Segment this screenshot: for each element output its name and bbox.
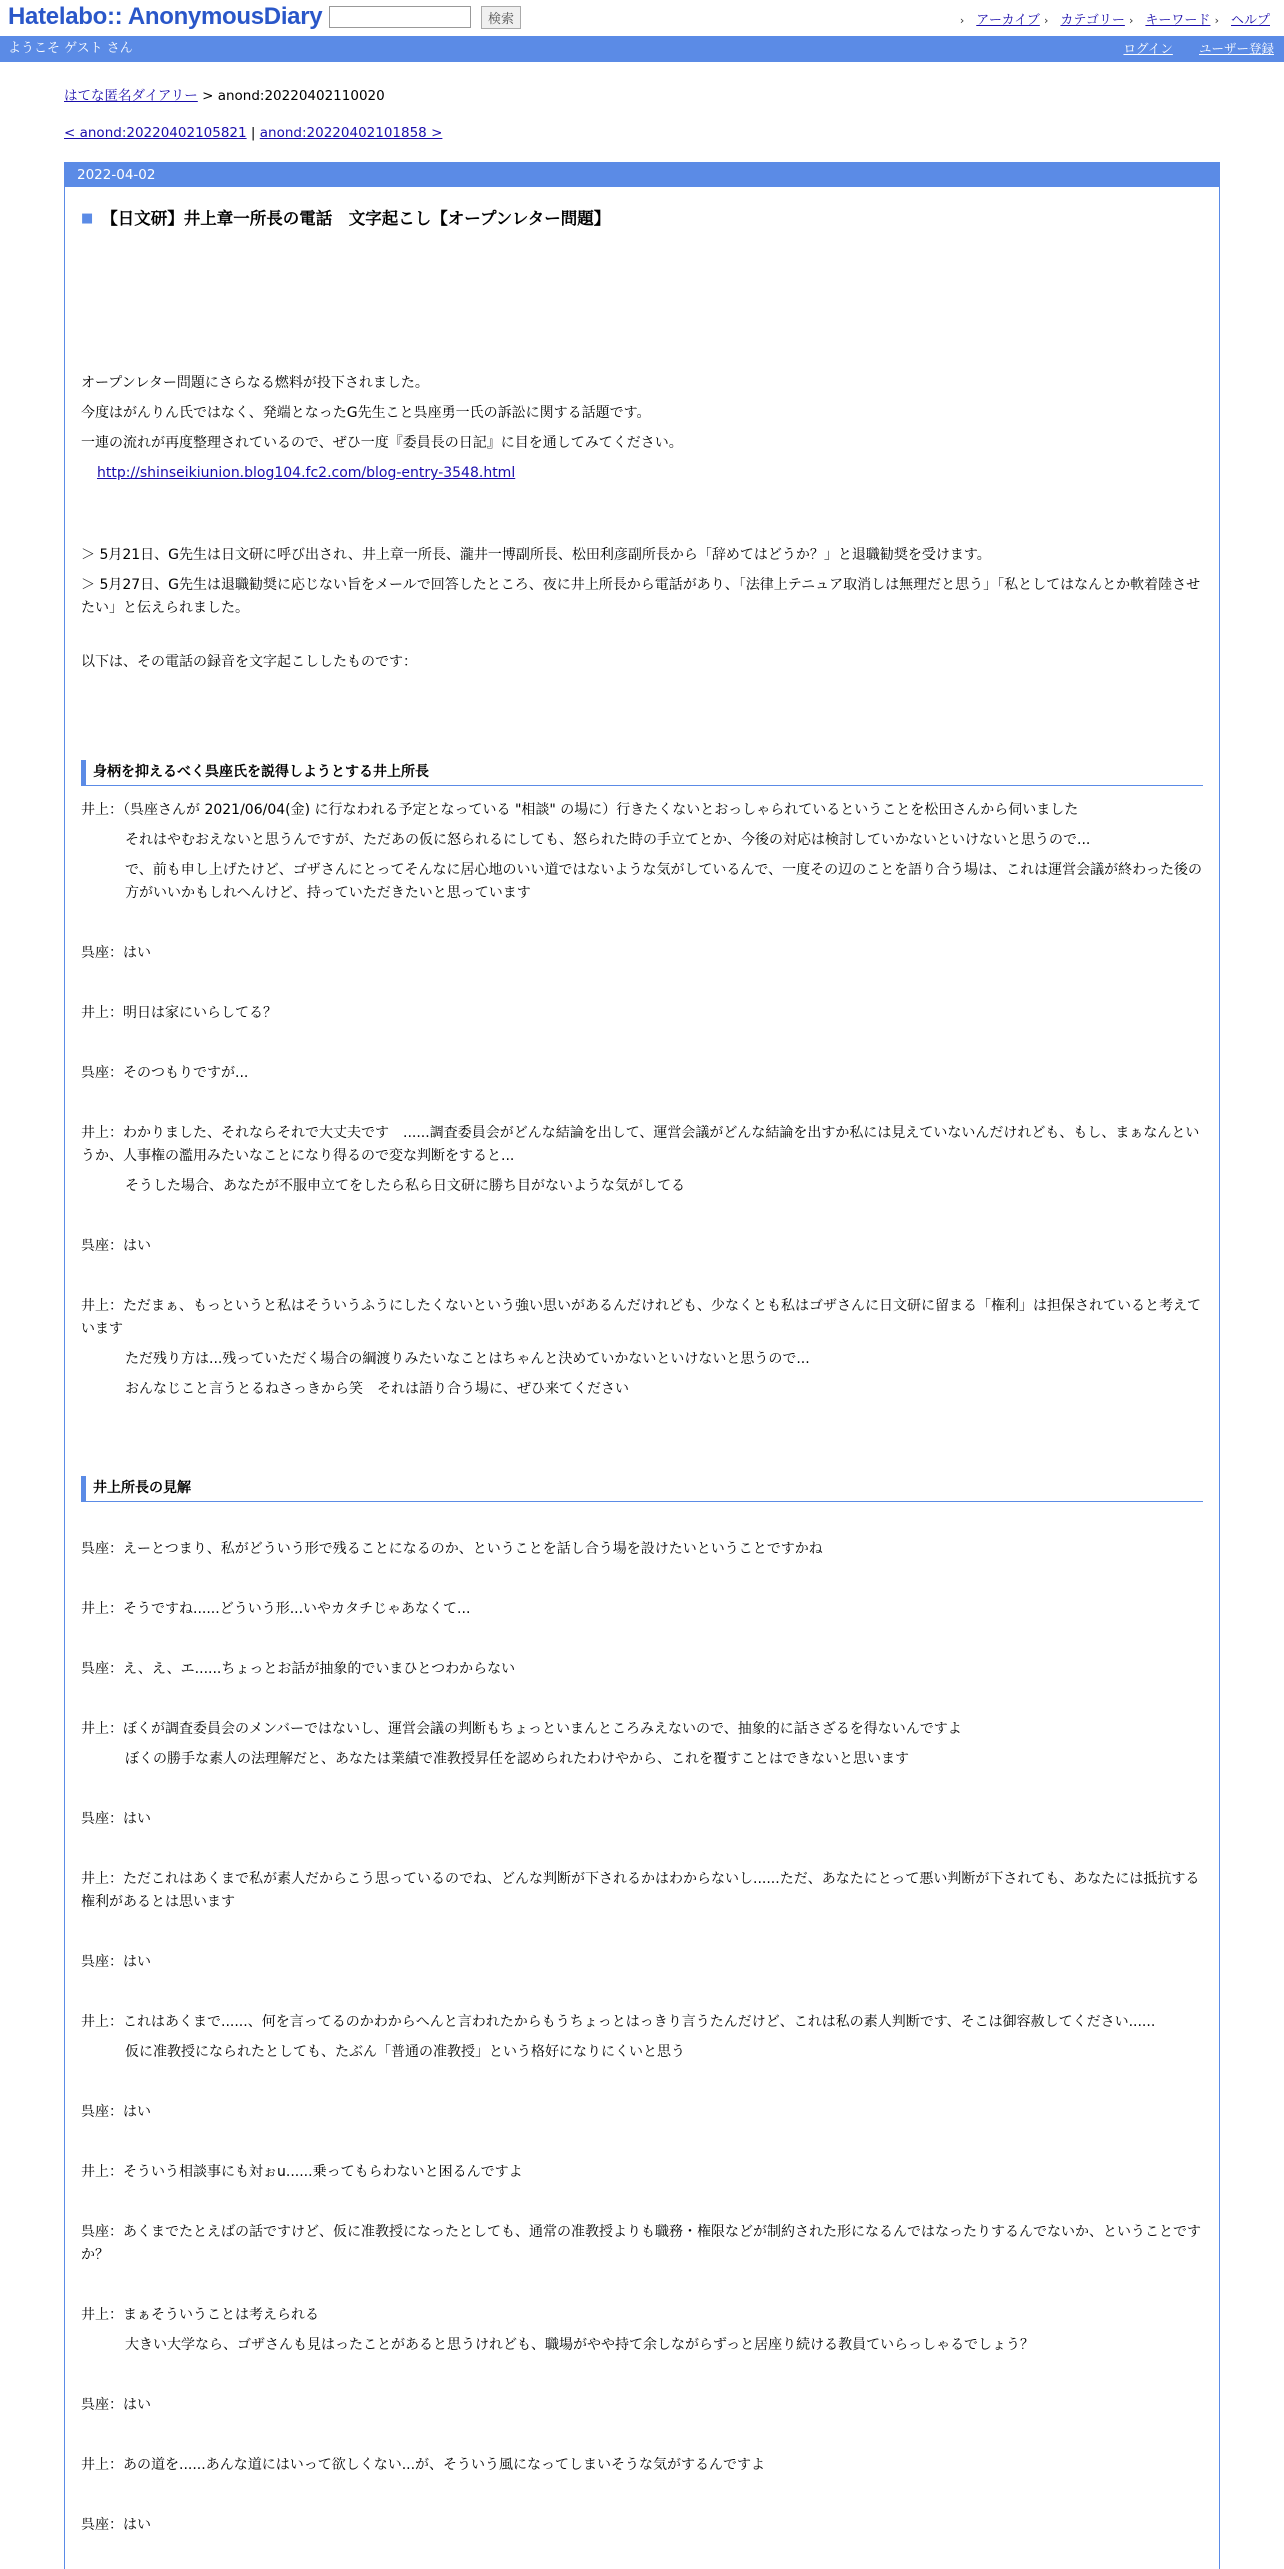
dialogue-line: 井上：そうですね......どういう形...いやカタチじゃあなくて... bbox=[81, 1601, 471, 1617]
paragraph: 今度はがんりん氏ではなく、発端となったG先生こと呉座勇一氏の訴訟に関する話題です。 bbox=[81, 405, 651, 421]
dialogue-line: ぼくの勝手な素人の法理解だと、あなたは業績で准教授昇任を認められたわけやから、これを覆すことはできないと思います bbox=[125, 1751, 909, 1767]
dialogue-line: 呉座：はい bbox=[81, 2104, 151, 2120]
dialogue-line: 呉座：はい bbox=[81, 2397, 151, 2413]
dialogue-line: 呉座：あくまでたとえばの話ですけど、仮に准教授になったとしても、通常の准教授よりも職務・権限などが制約された形になるんではなったりするんでないか、ということですか？ bbox=[81, 2224, 1201, 2263]
nav-keyword-link[interactable]: キーワード bbox=[1145, 13, 1211, 28]
pager-separator: | bbox=[246, 125, 260, 141]
dialogue-line: 呉座：はい bbox=[81, 1954, 151, 1970]
intro-block bbox=[81, 372, 1203, 485]
site-logo[interactable]: Hatelabo:: AnonymousDiary bbox=[8, 3, 323, 30]
dialogue-line: 呉座：はい bbox=[81, 1238, 151, 1254]
day-section bbox=[64, 162, 1220, 2569]
nav-category-link[interactable]: カテゴリー bbox=[1060, 13, 1125, 28]
entry-title-text: 【日文研】井上章一所長の電話 文字起こし【オープンレター問題】 bbox=[101, 209, 611, 228]
entry-title bbox=[81, 207, 610, 230]
dialogue-line: 呉座：そのつもりですが... bbox=[81, 1065, 249, 1081]
paragraph: 一連の流れが再度整理されているので、ぜひ一度『委員長の日記』に目を通してみてください。 bbox=[81, 435, 683, 451]
dialogue-line: ただ残り方は...残っていただく場合の綱渡りみたいなことはちゃんと決めていかないといけないと思うので... bbox=[125, 1351, 810, 1367]
quote-block bbox=[81, 544, 1203, 620]
dialogue-line: 井上：ただまぁ、もっというと私はそういうふうにしたくないという強い思いがあるんだけれども、少なくとも私はゴザさんに日文研に留まる「権利」は担保されていると考えています bbox=[81, 1298, 1201, 1337]
dialogue-line: おんなじこと言うとるねさっきから笑 それは語り合う場に、ぜひ来てください bbox=[125, 1381, 629, 1397]
chevron-right-icon: › bbox=[959, 14, 965, 27]
search-input[interactable] bbox=[329, 6, 471, 28]
dialogue-line: 井上：あの道を......あんな道にはいって欲しくない...が、そういう風になってしまいそうな気がするんですよ bbox=[81, 2457, 766, 2473]
top-bar bbox=[0, 0, 1284, 36]
dialogue-line: 井上：まぁそういうことは考えられる bbox=[81, 2307, 319, 2323]
quote-line: ＞ 5月27日、G先生は退職勧奨に応じない旨をメールで回答したところ、夜に井上所長から電話があり、「法律上テニュア取消しは無理だと思う」「私としてはなんとか軟着陸させたい」と伝えられました。 bbox=[81, 577, 1201, 616]
lead-text: 以下は、その電話の録音を文字起こししたものです： bbox=[81, 654, 417, 670]
dialogue-line: 呉座：はい bbox=[81, 1811, 151, 1827]
day-date: 2022-04-02 bbox=[65, 163, 1219, 187]
source-link-line bbox=[81, 462, 1203, 485]
breadcrumb-separator: > bbox=[197, 88, 218, 104]
dialogue-line: それはやむおえないと思うんですが、ただあの仮に怒られるにしても、怒られた時の手立てとか、今後の対応は検討していかないといけないと思うので... bbox=[125, 832, 1091, 848]
user-links bbox=[1101, 36, 1274, 63]
dialogue-line: 井上：ぼくが調査委員会のメンバーではないし、運営会議の判断もちょっといまんところみえないので、抽象的に話さざるを得ないんですよ bbox=[81, 1721, 962, 1737]
dialogue-line: そうした場合、あなたが不服申立てをしたら私ら日文研に勝ち目がないような気がしてる bbox=[125, 1178, 685, 1194]
user-bar bbox=[0, 36, 1284, 62]
dialogue-line: 井上：これはあくまで......、何を言ってるのかわからへんと言われたからもうちょっとはっきり言うたんだけど、これは私の素人判断です、そこは御容赦してください...... bbox=[81, 2014, 1156, 2030]
paragraph: オープンレター問題にさらなる燃料が投下されました。 bbox=[81, 375, 429, 391]
dialogue-section-1 bbox=[81, 799, 1203, 1401]
chevron-right-icon: › bbox=[1043, 14, 1049, 27]
section-heading: 身柄を抑えるべく呉座氏を説得しようとする井上所長 bbox=[81, 760, 1203, 786]
dialogue-line: 井上：（呉座さんが 2021/06/04(金) に行なわれる予定となっている "相談" の場に）行きたくないとおっしゃられているということを松田さんから伺いました bbox=[81, 802, 1079, 818]
section-heading: 井上所長の見解 bbox=[81, 1476, 1203, 1502]
lead-text-block bbox=[81, 651, 1203, 674]
entry-pager bbox=[64, 125, 442, 141]
prev-entry-link[interactable]: < anond:20220402105821 bbox=[64, 125, 247, 141]
breadcrumb-current: anond:20220402110020 bbox=[217, 88, 385, 104]
dialogue-line: 仮に准教授になられたとしても、たぶん「普通の准教授」という格好になりにくいと思う bbox=[125, 2044, 685, 2060]
dialogue-line: 井上：ただこれはあくまで私が素人だからこう思っているのでね、どんな判断が下されるかはわからないし......ただ、あなたにとって悪い判断が下されても、あなたには抵抗する権利があるとは思います bbox=[81, 1871, 1200, 1910]
next-entry-link[interactable]: anond:20220402101858 > bbox=[259, 125, 443, 141]
dialogue-line: 大きい大学なら、ゴザさんも見はったことがあると思うけれども、職場がやや持て余しながらずっと居座り続ける教員ていらっしゃるでしょう？ bbox=[125, 2337, 1035, 2353]
login-link[interactable]: ログイン bbox=[1123, 41, 1173, 56]
dialogue-line: 呉座：え、え、エ......ちょっとお話が抽象的でいまひとつわからない bbox=[81, 1661, 516, 1677]
source-link[interactable]: http://shinseikiunion.blog104.fc2.com/blog-entry-3548.html bbox=[97, 465, 516, 481]
dialogue-section-2 bbox=[81, 1538, 1203, 2537]
dialogue-line: 呉座：はい bbox=[81, 945, 151, 961]
welcome-text: ようこそ ゲスト さん bbox=[8, 41, 133, 56]
breadcrumb-home-link[interactable]: はてな匿名ダイアリー bbox=[64, 88, 198, 104]
nav-archive-link[interactable]: アーカイブ bbox=[976, 13, 1040, 28]
entry-title-mark[interactable]: ■ bbox=[81, 211, 94, 226]
search-button[interactable]: 検索 bbox=[481, 6, 521, 29]
chevron-right-icon: › bbox=[1129, 14, 1134, 27]
quote-line: ＞ 5月21日、G先生は日文研に呼び出され、井上章一所長、瀧井一博副所長、松田利彦副所長から「辞めてはどうか？」と退職勧奨を受けます。 bbox=[81, 547, 991, 563]
top-nav bbox=[960, 9, 1270, 28]
dialogue-line: 井上：そういう相談事にも対ぉu......乗ってもらわないと困るんですよ bbox=[81, 2164, 523, 2180]
dialogue-line: 呉座：はい bbox=[81, 2517, 151, 2533]
dialogue-line: 井上：明日は家にいらしてる？ bbox=[81, 1005, 277, 1021]
breadcrumb bbox=[64, 84, 385, 104]
dialogue-line: 呉座：えーとつまり、私がどういう形で残ることになるのか、ということを話し合う場を設けたいということですかね bbox=[81, 1541, 823, 1557]
dialogue-line: 井上：わかりました、それならそれで大丈夫です ......調査委員会がどんな結論を出して、運営会議がどんな結論を出すか私には見えていないんだけれども、もし、まぁなんというか、人事権の濫用みたいなことになり得るので変な判断をすると... bbox=[81, 1125, 1200, 1164]
chevron-right-icon: › bbox=[1214, 14, 1219, 27]
register-link[interactable]: ユーザー登録 bbox=[1198, 41, 1274, 56]
nav-help-link[interactable]: ヘルプ bbox=[1230, 13, 1270, 28]
dialogue-line: で、前も申し上げたけど、ゴザさんにとってそんなに居心地のいい道ではないような気がしているんで、一度その辺のことを語り合う場は、これは運営会議が終わった後の方がいいかもしれへんけど、持っていただきたいと思っています bbox=[125, 862, 1203, 901]
